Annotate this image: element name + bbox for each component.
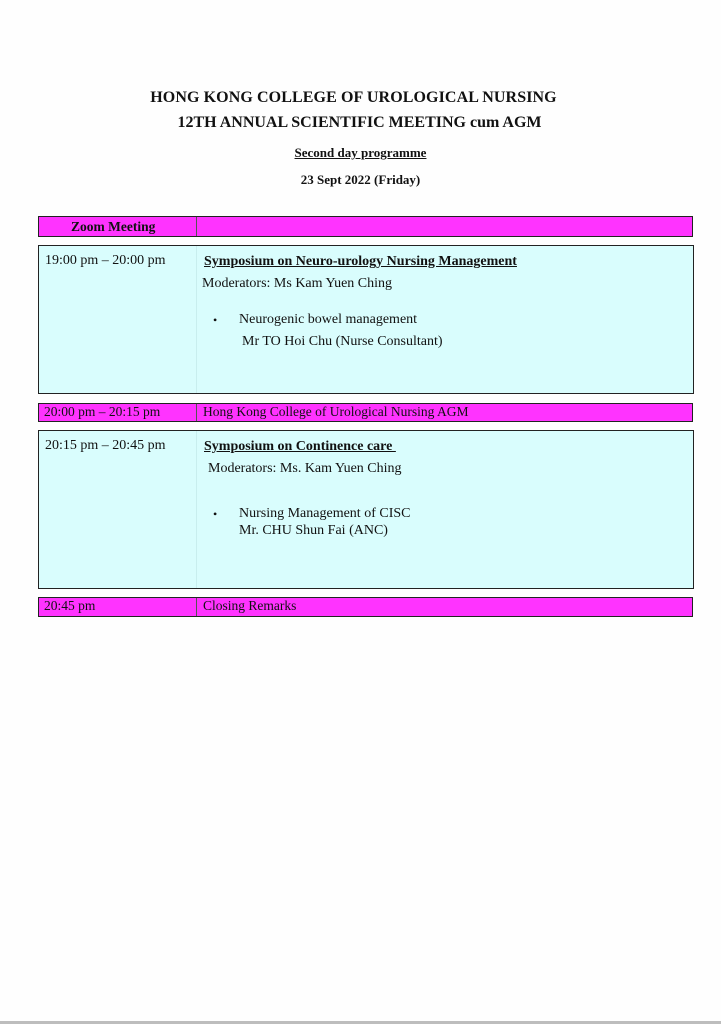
session-time: 20:15 pm – 20:45 pm (45, 438, 166, 453)
session-topic: Symposium on Neuro-urology Nursing Management (204, 254, 517, 269)
session-time: 19:00 pm – 20:00 pm (45, 253, 166, 268)
column-divider (196, 246, 197, 393)
agm-time: 20:00 pm – 20:15 pm (39, 404, 197, 421)
programme-date: 23 Sept 2022 (Friday) (300, 172, 421, 187)
closing-time: 20:45 pm (39, 598, 197, 616)
session-moderators: Moderators: Ms. Kam Yuen Ching (208, 461, 402, 476)
column-divider (196, 431, 197, 588)
zoom-meeting-bar (38, 216, 693, 237)
agm-label: Hong Kong College of Urological Nursing AGM (203, 404, 469, 419)
closing-label: Closing Remarks (203, 598, 297, 613)
bullet-icon: • (213, 507, 218, 521)
session-item: Nursing Management of CISC (239, 506, 411, 521)
closing-bar (38, 597, 693, 617)
bullet-icon: • (213, 313, 218, 327)
session-moderators: Moderators: Ms Kam Yuen Ching (202, 276, 393, 291)
session-speaker: Mr TO Hoi Chu (Nurse Consultant) (242, 334, 443, 349)
session-topic: Symposium on Continence care (204, 439, 396, 454)
session-neuro-urology (38, 245, 694, 394)
session-continence-care (38, 430, 694, 589)
zoom-meeting-label: Zoom Meeting (39, 217, 197, 236)
session-item: Neurogenic bowel management (239, 312, 418, 327)
session-speaker: Mr. CHU Shun Fai (ANC) (239, 523, 388, 538)
meeting-title: 12TH ANNUAL SCIENTIFIC MEETING cum AGM (177, 114, 542, 131)
programme-subtitle: Second day programme (294, 145, 427, 160)
agm-bar (38, 403, 693, 422)
college-title: HONG KONG COLLEGE OF UROLOGICAL NURSING (150, 89, 557, 106)
